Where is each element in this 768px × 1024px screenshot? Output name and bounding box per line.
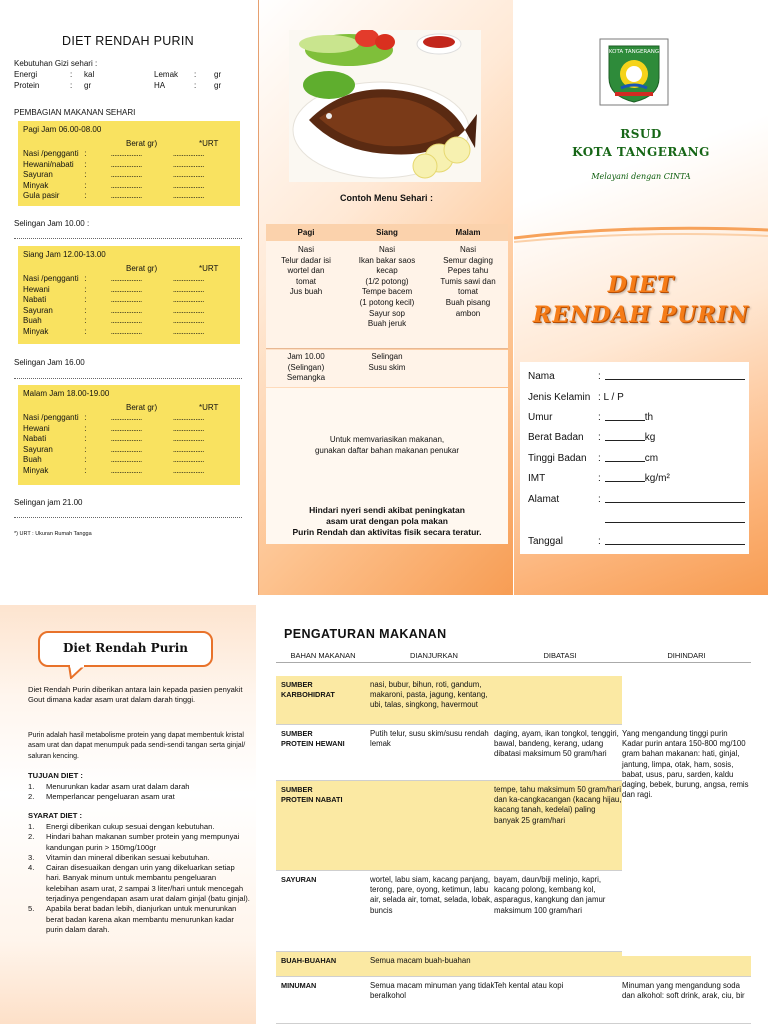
urt-blank[interactable]: ..................: [172, 465, 204, 475]
rendah-purin-word: RENDAH PURIN: [532, 302, 750, 328]
list-text: Menurunkan kadar asam urat dalam darah: [46, 782, 190, 791]
nutrition-needs: [14, 58, 244, 91]
meal-row: [23, 316, 235, 327]
cover-panel: [514, 0, 768, 595]
menu-snacks: [266, 350, 508, 387]
snack-afternoon: [346, 350, 428, 387]
snack-1-label: Selingan Jam 10.00 :: [14, 219, 90, 228]
menu-malam: [428, 241, 508, 349]
tinggi-label: Tinggi Badan: [528, 453, 587, 464]
meal-box-pagi: [18, 121, 240, 206]
kota-tangerang-logo: [599, 38, 669, 106]
text-line: Tumis sawi dan: [440, 276, 496, 286]
text-line: (1 potong kecil): [359, 297, 415, 307]
urt-blank[interactable]: ..................: [172, 423, 204, 433]
text-line: wortel dan: [287, 266, 325, 276]
tanggal-input[interactable]: [605, 536, 745, 545]
meal-row: [23, 445, 235, 456]
bahan-cell: [281, 981, 361, 991]
tujuan-list: [28, 782, 250, 803]
rsud-label: RSUD: [620, 127, 662, 141]
nutrition-row-2: [14, 80, 244, 91]
meal-item-label: Hewani: [23, 284, 50, 294]
colon: :: [70, 81, 73, 90]
meal-item-label: Sayuran: [23, 305, 53, 315]
text-line: Nasi: [459, 245, 476, 254]
text-line: Sayur sop: [368, 308, 406, 318]
text-line: (Selingan): [287, 362, 325, 372]
bahan-line: MINUMAN: [281, 981, 317, 990]
lemak-label: Lemak: [154, 70, 179, 79]
meal-row: [23, 455, 235, 466]
text-line: Buah pisang: [445, 297, 491, 307]
colon: :: [598, 494, 601, 505]
bahan-cell: [281, 680, 361, 700]
berat-unit: kg: [644, 432, 656, 443]
kal-unit: kal: [84, 70, 95, 79]
colon: :: [84, 170, 87, 179]
berat-blank[interactable]: ..................: [110, 465, 142, 475]
bahan-line: BUAH-BUAHAN: [281, 956, 337, 965]
berat-blank[interactable]: ..................: [110, 413, 142, 422]
urt-label: *URT: [199, 402, 219, 412]
meal-item-label: Nabati: [23, 434, 47, 443]
colon: :: [598, 473, 601, 484]
logo-text: KOTA TANGERANG: [608, 49, 660, 55]
berat-blank[interactable]: ..................: [110, 149, 142, 158]
urt-blank[interactable]: ..................: [172, 444, 204, 454]
meal-item-label: Hewani/nabati: [23, 159, 74, 169]
alamat-label: Alamat: [528, 494, 560, 505]
meal-item-label: Buah: [23, 316, 42, 325]
imt-unit: kg/m²: [644, 473, 670, 484]
meal-item-label: Minyak: [23, 180, 49, 190]
dihindari-cell: Minuman yang mengandung soda dan alkohol: soft drink, arak, ciu, bir: [622, 981, 745, 1001]
meal-heading: Pagi Jam 06.00-08.00: [23, 125, 102, 134]
list-item: [28, 832, 250, 853]
text-line: Untuk memvariasikan makanan,: [329, 435, 445, 444]
bahan-line: SAYURAN: [281, 875, 317, 884]
meal-row: [23, 424, 235, 435]
berat-label: Berat gr): [126, 263, 158, 273]
list-item: [28, 782, 250, 792]
header-dihindari: DIHINDARI: [667, 651, 706, 660]
purin-text: Purin adalah hasil metabolisme protein yang dapat membentuk kristal asam urat dan dapat menumpuk pada sendi-sendi tangan serta ginjal/ saluran kencing.: [28, 732, 246, 760]
bahan-cell: [281, 956, 361, 966]
colon: :: [84, 180, 87, 190]
meal-item-label: Buah: [23, 455, 42, 464]
field-nama: [528, 371, 745, 382]
dibatasi-cell: bayam, daun/biji melinjo, kapri, kacang polong, kembang kol, asparagus, kangkung dan jamur maksimum 100 gram/hari: [494, 875, 606, 915]
berat-blank[interactable]: ..................: [110, 274, 142, 283]
colon: :: [84, 423, 87, 433]
bubble-tail-icon: [68, 665, 86, 679]
text-line: Susu skim: [368, 362, 406, 372]
list-item: [28, 904, 250, 935]
footnote: *) URT : Ukuran Rumah Tangga: [14, 531, 92, 537]
gr-unit: gr: [214, 81, 222, 90]
field-jenis-kelamin: [528, 392, 624, 403]
syarat-list: [28, 822, 250, 935]
umur-unit: th: [644, 412, 654, 423]
colon: :: [598, 536, 601, 547]
alamat-input-2[interactable]: [605, 514, 745, 523]
dotted-line: [14, 517, 242, 518]
snack-3-label: Selingan jam 21.00: [14, 498, 83, 507]
meal-subheader: [23, 403, 235, 414]
colon: :: [84, 159, 87, 169]
meal-subheader: [23, 264, 235, 275]
urt-blank[interactable]: ..................: [172, 274, 204, 283]
header-siang: Siang: [376, 228, 398, 237]
bahan-line: PROTEIN HEWANI: [281, 739, 345, 749]
list-item: [28, 822, 250, 832]
field-tanggal: [528, 536, 745, 547]
berat-blank[interactable]: ..................: [110, 159, 142, 169]
meal-box-malam: [18, 385, 240, 485]
list-number: 5.: [28, 904, 35, 914]
menu-header-row: [266, 224, 508, 241]
title-bubble: [38, 631, 213, 667]
colon: :: [84, 191, 87, 200]
menu-pagi: [266, 241, 346, 349]
meal-subheader: [23, 139, 235, 150]
bahan-line: SUMBER: [281, 785, 313, 794]
meal-item-label: Nabati: [23, 295, 47, 304]
list-number: 3.: [28, 852, 35, 862]
text-line: kecap: [376, 266, 398, 276]
field-berat: [528, 432, 655, 443]
snack-2-label: Selingan Jam 16.00: [14, 358, 85, 367]
dihindari-protein: Yang mengandung tinggi purin Kadar purin antara 150-800 mg/100 gram bahan makanan: hati, ginjal, jantung, limpa, otak, ham, sosis, babat, usus, paru, sarden, kaldu daging, bebek, burung, angsa, remis dan ragi.: [622, 729, 749, 800]
text-line: Nasi: [378, 245, 395, 254]
meal-item-label: Sayuran: [23, 444, 53, 454]
berat-label: Berat gr): [126, 402, 158, 412]
colon: :: [70, 70, 73, 79]
colon: :: [84, 326, 87, 336]
dotted-line: [14, 378, 242, 379]
colon: :: [598, 453, 601, 464]
bubble-title: Diet Rendah Purin: [62, 641, 189, 655]
food-table-panel: [262, 605, 768, 1024]
text-line: (1/2 potong): [365, 276, 409, 286]
urt-blank[interactable]: ..................: [172, 434, 204, 443]
text-line: Hindari nyeri sendi akibat peningkatan: [309, 505, 465, 515]
colon: :: [598, 432, 601, 443]
dibatasi-cell: daging, ayam, ikan tongkol, tenggiri, bawal, bandeng, kerang, udang dibatasi maksimum 50 gram/hari: [494, 729, 619, 759]
menu-siang: [346, 241, 428, 349]
colon: :: [194, 81, 197, 90]
list-text: Hindari bahan makanan sumber protein yang mempunyai kandungan purin > 150mg/100gr: [46, 832, 240, 852]
dianjurkan-cell: Semua macam buah-buahan: [370, 956, 471, 965]
meal-row: [23, 160, 235, 171]
meal-item-label: Minyak: [23, 326, 49, 336]
colon: :: [84, 465, 87, 475]
meal-item-label: Gula pasir: [23, 191, 60, 200]
umur-input[interactable]: [605, 412, 645, 421]
meal-row: [23, 306, 235, 317]
colon: :: [84, 316, 87, 325]
berat-blank[interactable]: ..................: [110, 455, 142, 464]
meal-row: [23, 149, 235, 160]
field-imt: [528, 473, 670, 484]
diet-word: DIET: [607, 272, 675, 298]
berat-blank[interactable]: ..................: [110, 444, 142, 454]
tinggi-input[interactable]: [605, 453, 645, 462]
list-item: [28, 853, 250, 863]
table-row: [276, 977, 751, 1024]
text-line: Jam 10.00: [287, 352, 325, 361]
berat-blank[interactable]: ..................: [110, 284, 142, 294]
grilled-fish-photo: [289, 30, 481, 182]
berat-blank[interactable]: ..................: [110, 434, 142, 443]
text-line: Buah jeruk: [367, 319, 407, 329]
bahan-cell: [281, 875, 361, 885]
meal-row: [23, 285, 235, 296]
colon: :: [194, 70, 197, 79]
colon: :: [84, 305, 87, 315]
urt-blank[interactable]: ..................: [172, 149, 204, 158]
meal-heading: Malam Jam 18.00-19.00: [23, 389, 110, 398]
hospital-name: [514, 125, 768, 161]
colon: :: [598, 412, 601, 423]
urt-label: *URT: [199, 263, 219, 273]
menu-separator: [266, 348, 508, 349]
menu-panel: [258, 0, 513, 595]
nama-input[interactable]: [605, 371, 745, 380]
text-line: Nasi: [297, 245, 314, 254]
berat-blank[interactable]: ..................: [110, 295, 142, 304]
imt-label: IMT: [528, 473, 546, 484]
urt-label: *URT: [199, 138, 219, 148]
nutrition-panel: [0, 0, 256, 595]
gr-unit: gr: [84, 81, 92, 90]
exchange-note: [266, 434, 508, 456]
list-number: 1.: [28, 822, 35, 831]
decorative-swoosh: [514, 220, 768, 250]
header-pagi: Pagi: [297, 228, 315, 237]
text-line: Semangka: [286, 373, 326, 383]
energi-label: Energi: [14, 70, 38, 79]
header-dianjurkan: DIANJURKAN: [410, 651, 458, 660]
colon: :: [84, 455, 87, 464]
meal-heading: Siang Jam 12.00-13.00: [23, 250, 106, 259]
text-line: tomat: [457, 287, 478, 297]
menu-title: Contoh Menu Sehari :: [340, 193, 433, 203]
header-malam: Malam: [455, 228, 481, 237]
dibatasi-cell: Teh kental atau kopi: [494, 981, 564, 990]
meal-item-label: Hewani: [23, 423, 50, 433]
meal-item-label: Minyak: [23, 465, 49, 475]
text-line: tomat: [295, 276, 316, 286]
tujuan-heading: TUJUAN DIET :: [28, 771, 83, 780]
field-umur: [528, 412, 653, 423]
imt-input[interactable]: [605, 473, 645, 482]
dianjurkan-cell: nasi, bubur, bihun, roti, gandum, makaroni, pasta, jagung, kentang, ubi, talas, singkong, havermout: [370, 680, 488, 710]
colon: :: [84, 274, 87, 283]
gr-unit: gr: [214, 70, 222, 79]
field-alamat-2: [528, 514, 745, 523]
protein-label: Protein: [14, 81, 40, 90]
meal-item-label: Nasi /pengganti: [23, 413, 79, 422]
text-line: Pepes tahu: [447, 266, 489, 276]
list-text: Energi diberikan cukup sesuai dengan kebutuhan.: [46, 822, 215, 831]
urt-blank[interactable]: ..................: [172, 284, 204, 294]
colon: :: [84, 295, 87, 304]
dianjurkan-cell: Putih telur, susu skim/susu rendah lemak: [370, 729, 489, 749]
text-line: asam urat dengan pola makan: [326, 516, 448, 526]
nutrition-needs-label: Kebutuhan Gizi sehari :: [14, 59, 98, 68]
berat-blank[interactable]: ..................: [110, 316, 142, 325]
meal-row: [23, 191, 235, 202]
umur-label: Umur: [528, 412, 553, 423]
text-line: Tempe bacem: [361, 287, 413, 297]
dibatasi-cell: tempe, tahu maksimum 50 gram/hari dan ka-cangkacangan (kacang hijau, kacang tanah, kedelai) paling banyak 25 gram/hari: [494, 785, 622, 825]
colon: :: [84, 444, 87, 454]
meal-item-label: Nasi /pengganti: [23, 149, 79, 158]
urt-blank[interactable]: ..................: [172, 180, 204, 190]
colon: :: [84, 434, 87, 443]
list-number: 1.: [28, 782, 35, 791]
bahan-line: SUMBER: [281, 680, 313, 689]
berat-label: Berat Badan: [528, 432, 584, 443]
meal-row: [23, 327, 235, 338]
meal-row: [23, 413, 235, 424]
meal-row: [23, 274, 235, 285]
meal-box-siang: [18, 246, 240, 344]
tanggal-label: Tanggal: [528, 536, 564, 547]
snack-morning: [266, 350, 346, 387]
berat-blank[interactable]: ..................: [110, 305, 142, 315]
colon: :: [84, 149, 87, 158]
urt-blank[interactable]: ..................: [172, 159, 204, 169]
list-text: Apabila berat badan lebih, dianjurkan untuk menurunkan berat badan karena akan membantu menurunkan kadar purin dalam darah.: [46, 904, 237, 934]
list-text: Memperlancar pengeluaran asam urat: [46, 792, 175, 802]
nama-label: Nama: [528, 371, 555, 382]
urt-blank[interactable]: ..................: [172, 191, 204, 200]
text-line: Ikan bakar saos: [358, 255, 416, 265]
berat-blank[interactable]: ..................: [110, 170, 142, 179]
food-table-title: PENGATURAN MAKANAN: [284, 627, 447, 641]
bahan-line: PROTEIN NABATI: [281, 795, 343, 805]
bahan-line: KARBOHIDRAT: [281, 690, 335, 700]
text-line: Purin Rendah dan aktivitas fisik secara teratur.: [292, 527, 482, 537]
meal-item-label: Nasi /pengganti: [23, 274, 79, 283]
alamat-input[interactable]: [605, 494, 745, 503]
berat-input[interactable]: [605, 432, 645, 441]
list-number: 4.: [28, 863, 35, 873]
field-tinggi: [528, 453, 658, 464]
urt-blank[interactable]: ..................: [172, 326, 204, 336]
kota-label: KOTA TANGERANG: [572, 145, 710, 159]
text-line: Selingan: [371, 352, 403, 361]
list-number: 2.: [28, 832, 35, 842]
dotted-line: [14, 238, 242, 239]
header-bahan: BAHAN MAKANAN: [290, 651, 356, 660]
menu-body: [266, 241, 508, 349]
meal-item-label: Sayuran: [23, 170, 53, 179]
dihindari-column: [622, 664, 751, 956]
list-text: Vitamin dan mineral diberikan sesuai kebutuhan.: [46, 852, 210, 862]
panel-title: DIET RENDAH PURIN: [62, 34, 194, 48]
meal-row: [23, 170, 235, 181]
dianjurkan-cell: Semua macam minuman yang tidak beralkohol: [370, 981, 495, 1001]
list-text: Cairan disesuaikan dengan urin yang dikeluarkan setiap hari. Banyak minum untuk membantu pengeluaran kelebihan asam urat, 2 sampai 3 liter/hari untuk mencegah terjadinya pengendapan asam urat dalam ginjal (batu ginjal).: [46, 863, 250, 904]
nutrition-row-1: [14, 69, 244, 80]
intro-text: Diet Rendah Purin diberikan antara lain kepada pasien penyakit Gout dimana kadar asam urat dalam darah tinggi.: [28, 685, 243, 705]
urt-blank[interactable]: ..................: [172, 413, 204, 422]
text-line: Jus buah: [289, 287, 323, 297]
colon: :: [598, 371, 601, 382]
colon: :: [84, 284, 87, 294]
ha-label: HA: [154, 81, 166, 90]
list-item: [28, 792, 250, 802]
text-line: ambon: [455, 308, 481, 318]
meal-row: [23, 466, 235, 477]
berat-label: Berat gr): [126, 138, 158, 148]
urt-blank[interactable]: ..................: [172, 455, 204, 464]
jenis-label: Jenis Kelamin: [528, 392, 591, 403]
bahan-cell: [281, 785, 361, 805]
patient-id-box: [520, 362, 749, 554]
motto: Melayani dengan CINTA: [591, 172, 691, 181]
jenis-value[interactable]: : L / P: [598, 392, 624, 403]
text-line: Semur daging: [443, 255, 493, 265]
urt-blank[interactable]: ..................: [172, 305, 204, 315]
info-panel: [0, 605, 256, 1024]
meal-distribution-heading: PEMBAGIAN MAKANAN SEHARI: [14, 108, 136, 117]
text-line: Telur dadar isi: [281, 255, 331, 265]
meal-row: [23, 181, 235, 192]
berat-blank[interactable]: ..................: [110, 180, 142, 190]
field-alamat: [528, 494, 745, 505]
list-number: 2.: [28, 792, 35, 802]
text-line: gunakan daftar bahan makanan penukar: [314, 446, 460, 455]
dianjurkan-cell: wortel, labu siam, kacang panjang, terong, pare, oyong, ketimun, labu air, selada air, tomat, selada, lobak, buncis: [370, 875, 493, 915]
berat-blank[interactable]: ..................: [110, 191, 142, 200]
syarat-heading: SYARAT DIET :: [28, 811, 83, 820]
colon: :: [84, 413, 87, 422]
bahan-line: SUMBER: [281, 729, 313, 738]
berat-blank[interactable]: ..................: [110, 326, 142, 336]
urt-blank[interactable]: ..................: [172, 170, 204, 179]
urt-blank[interactable]: ..................: [172, 295, 204, 304]
berat-blank[interactable]: ..................: [110, 423, 142, 433]
header-dibatasi: DIBATASI: [543, 651, 577, 660]
cover-title: [514, 270, 768, 330]
bahan-cell: [281, 729, 361, 749]
avoid-note: [266, 505, 508, 538]
tinggi-unit: cm: [644, 453, 659, 464]
meal-row: [23, 434, 235, 445]
food-table-header: [276, 649, 751, 663]
meal-row: [23, 295, 235, 306]
urt-blank[interactable]: ..................: [172, 316, 204, 325]
list-item: [28, 863, 250, 904]
